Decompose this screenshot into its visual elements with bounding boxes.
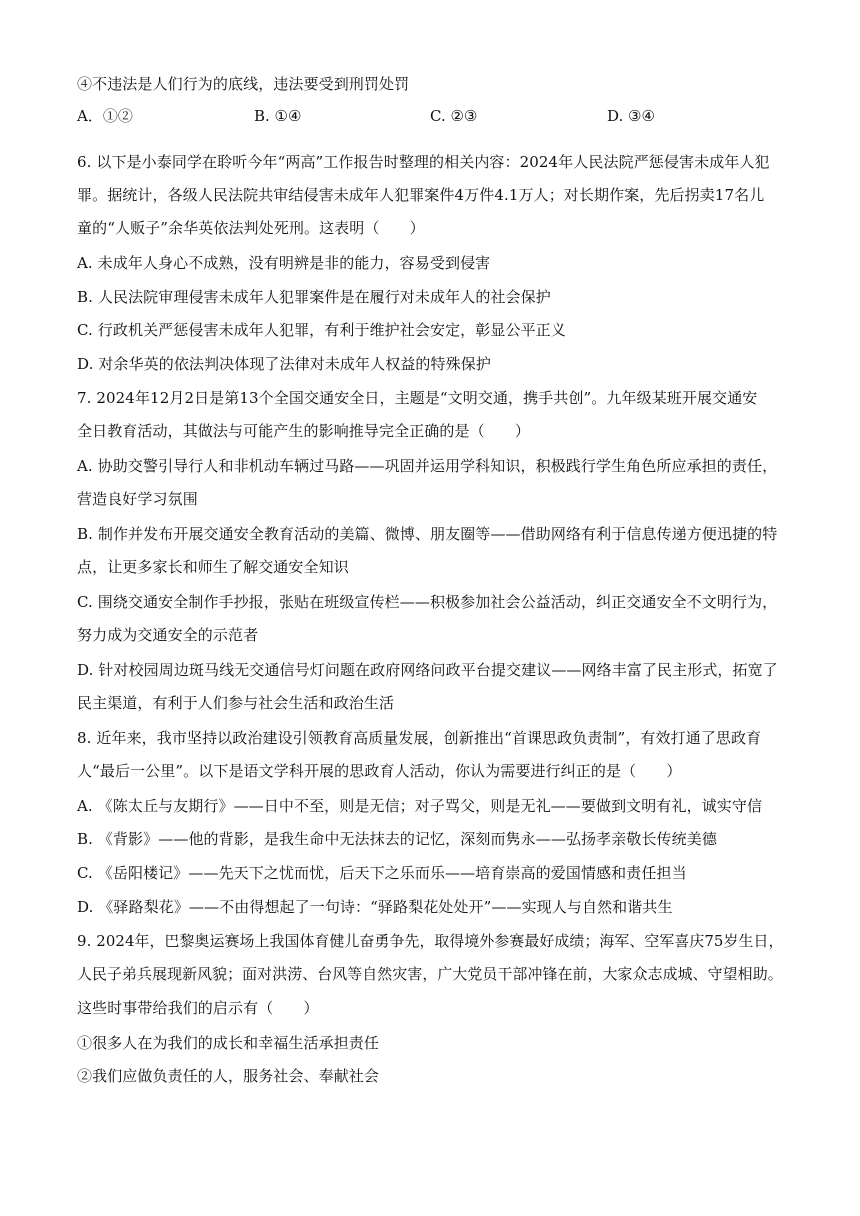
q5-option-c: C. ②③: [430, 107, 478, 125]
q5-option-b: B. ①④: [254, 107, 302, 125]
q7-option-d-line-1: D. 针对校园周边斑马线无交通信号灯问题在政府网络问政平台提交建议——网络丰富了民主形式，拓宽了: [77, 661, 778, 679]
q5-statement-4: ④不违法是人们行为的底线，违法要受到刑罚处罚: [77, 75, 410, 93]
q8-option-c: C. 《岳阳楼记》——先天下之忧而忧，后天下之乐而乐——培育崇高的爱国情感和责任担当: [77, 864, 687, 882]
q7-option-a-line-1: A. 协助交警引导行人和非机动车辆过马路——巩固并运用学科知识，积极践行学生角色所应承担的责任，: [77, 457, 778, 475]
q6-option-a: A. 未成年人身心不成熟，没有明辨是非的能力，容易受到侵害: [77, 254, 491, 272]
q7-option-d-line-2: 民主渠道，有利于人们参与社会生活和政治生活: [77, 694, 395, 712]
q9-stem-line-3: 这些时事带给我们的启示有（ ）: [77, 999, 319, 1017]
q5-option-d: D. ③④: [607, 107, 655, 125]
q7-option-a-line-2: 营造良好学习氛围: [77, 490, 198, 508]
q6-option-b: B. 人民法院审理侵害未成年人犯罪案件是在履行对未成年人的社会保护: [77, 288, 551, 306]
q7-option-b-line-2: 点，让更多家长和师生了解交通安全知识: [77, 558, 349, 576]
q9-statement-1: ①很多人在为我们的成长和幸福生活承担责任: [77, 1034, 380, 1052]
q8-option-d: D. 《驿路梨花》——不由得想起了一句诗：“驿路梨花处处开”——实现人与自然和谐共生: [77, 898, 673, 916]
q6-stem-line-3: 童的“人贩子”余华英依法判处死刑。这表明（ ）: [77, 219, 425, 237]
q6-option-c: C. 行政机关严惩侵害未成年人犯罪，有利于维护社会安定，彰显公平正义: [77, 321, 566, 339]
q8-stem-line-2: 人“最后一公里”。以下是语文学科开展的思政育人活动，你认为需要进行纠正的是（ ）: [77, 762, 682, 780]
q6-stem-line-2: 罪。据统计，各级人民法院共审结侵害未成年人犯罪案件4万件4.1万人；对长期作案，先后拐卖17名儿: [77, 186, 765, 204]
q7-option-c-line-2: 努力成为交通安全的示范者: [77, 626, 259, 644]
q6-stem-line-1: 6. 以下是小泰同学在聆听今年“两高”工作报告时整理的相关内容：2024年人民法院严惩侵害未成年人犯: [77, 153, 770, 171]
q7-stem-line-2: 全日教育活动，其做法与可能产生的影响推导完全正确的是（ ）: [77, 422, 531, 440]
q7-stem-line-1: 7. 2024年12月2日是第13个全国交通安全日，主题是“文明交通，携手共创”。九年级某班开展交通安: [77, 389, 758, 407]
q5-options: [77, 106, 783, 126]
q9-stem-line-2: 人民子弟兵展现新风貌；面对洪涝、台风等自然灾害，广大党员干部冲锋在前，大家众志成城、守望相助。: [77, 965, 783, 983]
q9-stem-line-1: 9. 2024年，巴黎奥运赛场上我国体育健儿奋勇争先，取得境外参赛最好成绩；海军、空军喜庆75岁生日，: [77, 932, 784, 950]
q8-option-a: A. 《陈太丘与友期行》——日中不至，则是无信；对子骂父，则是无礼——要做到文明有礼，诚实守信: [77, 797, 763, 815]
q5-option-a: A．①②: [77, 107, 133, 125]
q8-option-b: B. 《背影》——他的背影，是我生命中无法抹去的记忆，深刻而隽永——弘扬孝亲敬长传统美德: [77, 830, 717, 848]
q7-option-b-line-1: B. 制作并发布开展交通安全教育活动的美篇、微博、朋友圈等——借助网络有利于信息传递方便迅捷的特: [77, 525, 778, 543]
q6-option-d: D. 对余华英的依法判决体现了法律对未成年人权益的特殊保护: [77, 355, 491, 373]
q9-statement-2: ②我们应做负责任的人，服务社会、奉献社会: [77, 1067, 380, 1085]
q8-stem-line-1: 8. 近年来，我市坚持以政治建设引领教育高质量发展，创新推出“首课思政负责制”，有效打通了思政育: [77, 729, 762, 747]
q7-option-c-line-1: C. 围绕交通安全制作手抄报，张贴在班级宣传栏——积极参加社会公益活动，纠正交通安全不文明行为，: [77, 593, 778, 611]
